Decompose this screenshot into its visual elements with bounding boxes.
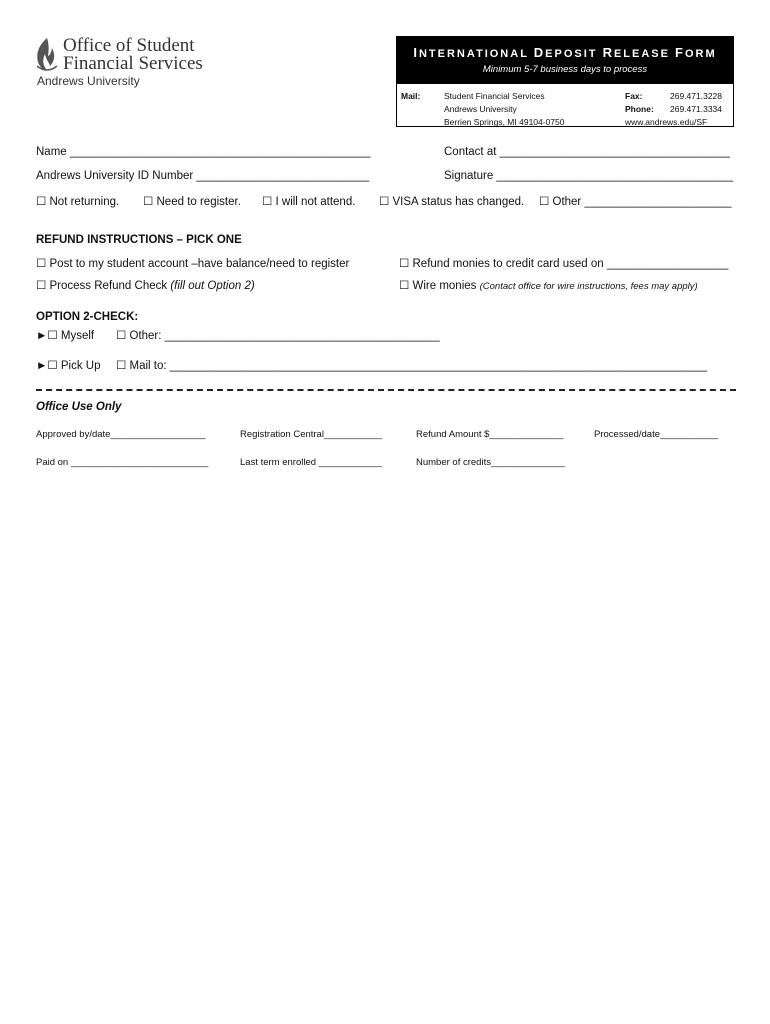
last-term-field[interactable]: Last term enrolled ____________ — [240, 457, 383, 468]
logo-title-line1: Office of Student — [63, 35, 195, 56]
myself-checkbox[interactable]: ►☐ Myself — [36, 330, 95, 342]
header-box — [396, 36, 734, 127]
signature-field[interactable]: Signature _____________________________________ — [444, 170, 734, 182]
visa-status-checkbox[interactable]: ☐ VISA status has changed. — [379, 196, 525, 208]
pick-up-checkbox[interactable]: ►☐ Pick Up — [36, 360, 101, 372]
office-use-heading: Office Use Only — [36, 401, 122, 413]
will-not-attend-checkbox[interactable]: ☐ I will not attend. — [262, 196, 356, 208]
refund-check-checkbox[interactable]: ☐ Process Refund Check (fill out Option 2) — [36, 280, 255, 292]
phone-number: 269.471.3334 — [670, 104, 722, 114]
post-to-account-checkbox[interactable]: ☐ Post to my student account –have balance/need to register — [36, 258, 350, 270]
wire-monies-checkbox[interactable]: ☐ Wire monies (Contact office for wire instructions, fees may apply) — [399, 280, 698, 292]
flame-logo-icon — [34, 36, 60, 72]
mail-to-checkbox[interactable]: ☐ Mail to: ____________________________________________________________________________________ — [116, 360, 708, 372]
registration-central-field[interactable]: Registration Central___________ — [240, 429, 383, 440]
header-title-bar — [397, 37, 733, 84]
not-returning-checkbox[interactable]: ☐ Not returning. — [36, 196, 120, 208]
id-number-field[interactable]: Andrews University ID Number ___________________________ — [36, 170, 370, 182]
other-payee-checkbox[interactable]: ☐ Other: ___________________________________________ — [116, 330, 440, 342]
form-title: INTERNATIONAL DEPOSIT RELEASE FORM — [413, 45, 717, 60]
website[interactable]: www.andrews.edu/SF — [625, 117, 708, 127]
contact-field[interactable]: Contact at ____________________________________ — [444, 146, 730, 158]
refund-heading: REFUND INSTRUCTIONS – PICK ONE — [36, 234, 242, 246]
need-to-register-checkbox[interactable]: ☐ Need to register. — [143, 196, 241, 208]
mail-address: Student Financial Services Andrews University Berrien Springs, MI 49104-0750 — [444, 91, 565, 127]
fax-number: 269.471.3228 — [670, 91, 722, 101]
name-field[interactable]: Name _______________________________________________ — [36, 146, 371, 158]
fax-label: Fax: — [625, 91, 643, 101]
phone-label: Phone: — [625, 104, 654, 114]
number-of-credits-field[interactable]: Number of credits______________ — [416, 457, 565, 468]
dashed-divider — [36, 389, 736, 391]
option2-heading: OPTION 2-CHECK: — [36, 311, 139, 323]
mail-label: Mail: — [401, 91, 421, 101]
refund-credit-card-checkbox[interactable]: ☐ Refund monies to credit card used on ___________________ — [399, 258, 729, 270]
logo-university: Andrews University — [37, 74, 140, 88]
approved-by-field[interactable]: Approved by/date__________________ — [36, 429, 206, 440]
other-status-checkbox[interactable]: ☐ Other _______________________ — [539, 196, 732, 208]
form-subtitle: Minimum 5-7 business days to process — [482, 64, 648, 75]
paid-on-field[interactable]: Paid on __________________________ — [36, 457, 209, 468]
processed-date-field[interactable]: Processed/date___________ — [594, 429, 719, 440]
logo-title-line2: Financial Services — [63, 53, 203, 74]
refund-amount-field[interactable]: Refund Amount $______________ — [416, 429, 564, 440]
